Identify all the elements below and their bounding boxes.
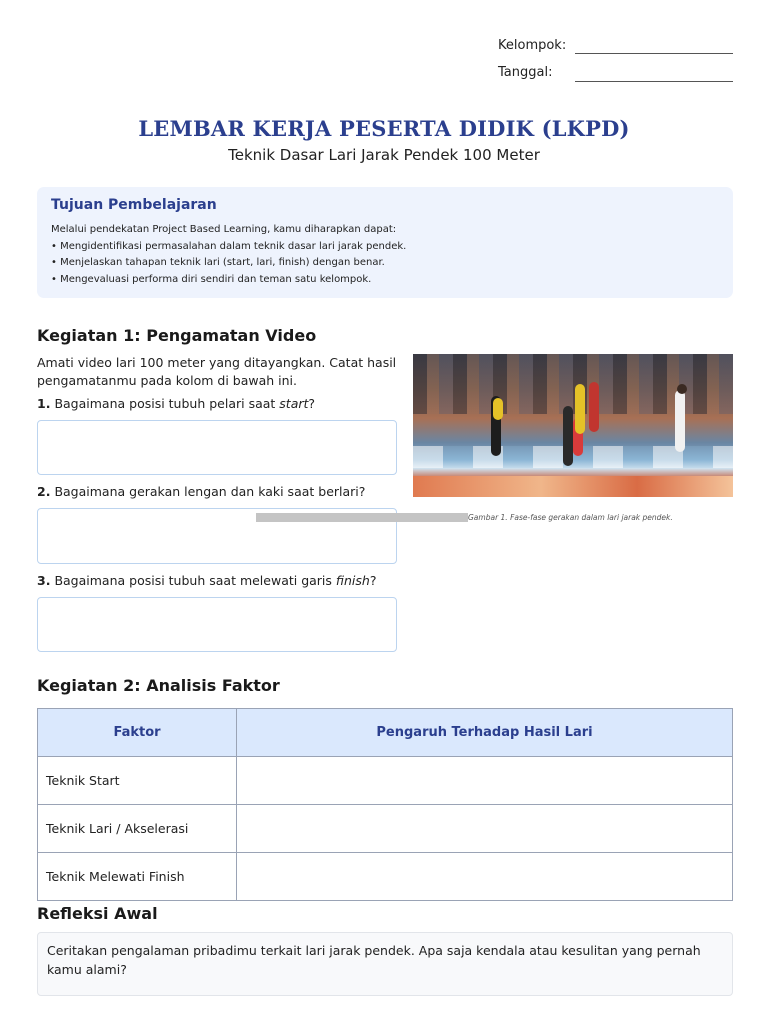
table-row (38, 757, 733, 805)
question-text: Bagaimana posisi tubuh pelari saat (54, 396, 280, 411)
activity1-instruction: Amati video lari 100 meter yang ditayangkan. Catat hasil pengamatanmu pada kolom di bawah ini. (37, 355, 397, 388)
group-input-line[interactable] (575, 53, 733, 54)
question-1 (37, 395, 399, 413)
caption-highlight-bar (256, 513, 468, 522)
learning-goals-intro: Melalui pendekatan Project Based Learning, kamu diharapkan dapat: (51, 224, 397, 235)
learning-goal-item: • Mengidentifikasi permasalahan dalam teknik dasar lari jarak pendek. (51, 240, 407, 252)
answer-box-3[interactable] (37, 597, 397, 652)
reflection-prompt: Ceritakan pengalaman pribadimu terkait lari jarak pendek. Apa saja kendala atau kesulitan yang pernah kamu alami? (47, 943, 701, 977)
question-text: Bagaimana posisi tubuh saat melewati garis (54, 573, 336, 588)
page-subtitle: Teknik Dasar Lari Jarak Pendek 100 Meter (228, 146, 540, 164)
column-header-effect: Pengaruh Terhadap Hasil Lari (237, 709, 733, 757)
reflection-box[interactable] (37, 932, 733, 996)
question-number: 2. (37, 484, 51, 499)
question-2 (37, 483, 399, 501)
question-number: 3. (37, 573, 51, 588)
question-text: Bagaimana gerakan lengan dan kaki saat berlari? (54, 484, 366, 499)
activity1-heading: Kegiatan 1: Pengamatan Video (37, 326, 317, 345)
question-mark: ? (308, 396, 316, 411)
table-row (38, 853, 733, 901)
question-mark: ? (369, 573, 377, 588)
reflection-heading: Refleksi Awal (37, 904, 158, 923)
question-emphasis: start (279, 396, 309, 411)
effect-input-cell[interactable] (237, 757, 733, 805)
learning-goals-title: Tujuan Pembelajaran (51, 197, 217, 213)
group-label: Kelompok: (498, 38, 567, 53)
question-emphasis: finish (335, 573, 370, 588)
effect-input-cell[interactable] (237, 853, 733, 901)
table-row (38, 805, 733, 853)
question-3 (37, 572, 399, 590)
learning-goals-box (37, 187, 733, 298)
factor-cell: Teknik Start (38, 757, 237, 805)
learning-goal-item: • Menjelaskan tahapan teknik lari (start, lari, finish) dengan benar. (51, 257, 385, 268)
column-header-factor: Faktor (38, 709, 237, 757)
factor-cell: Teknik Lari / Akselerasi (38, 805, 237, 853)
question-number: 1. (37, 396, 51, 411)
activity2-heading: Kegiatan 2: Analisis Faktor (37, 676, 280, 695)
factor-table (37, 708, 733, 901)
date-input-line[interactable] (575, 81, 733, 82)
learning-goal-item: • Mengevaluasi performa diri sendiri dan teman satu kelompok. (51, 273, 372, 285)
factor-cell: Teknik Melewati Finish (38, 853, 237, 901)
date-label: Tanggal: (498, 65, 553, 80)
sprint-race-image (413, 354, 733, 497)
effect-input-cell[interactable] (237, 805, 733, 853)
page-title: LEMBAR KERJA PESERTA DIDIK (LKPD) (138, 116, 630, 141)
image-caption: Gambar 1. Fase-fase gerakan dalam lari jarak pendek. (468, 513, 673, 522)
answer-box-1[interactable] (37, 420, 397, 475)
